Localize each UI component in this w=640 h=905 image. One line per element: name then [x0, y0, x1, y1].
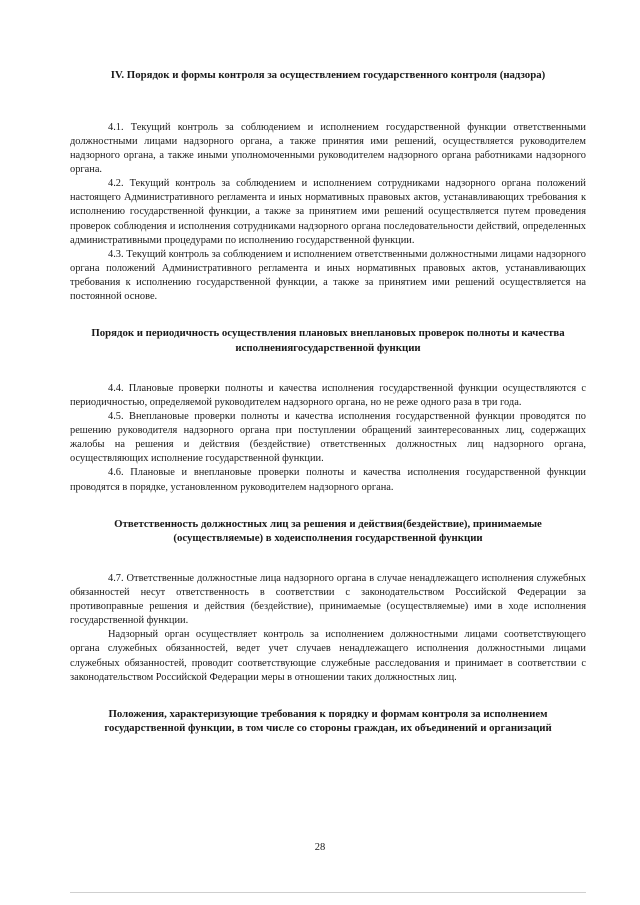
paragraph: 4.7. Ответственные должностные лица надзорного органа в случае ненадлежащего исполнения служебных обязанностей несут ответственность в соответствии с законодательством Российской Федерации за противоправные решения и действия (бездействие), принимаемые (осуществляемые) ими в ходе исполнения государственной функции. — [70, 572, 586, 627]
section-heading: Положения, характеризующие требования к порядку и формам контроля за исполнением государственной функции, в том числе со стороны граждан, их объединений и организаций — [104, 707, 552, 735]
page-number: 28 — [314, 842, 326, 853]
section-heading: Ответственность должностных лиц за решения и действия(бездействие), принимаемые (осуществляемые) в ходеисполнения государственной функции — [114, 517, 542, 545]
section-heading: IV. Порядок и формы контроля за осуществлением государственного контроля (надзора) — [110, 69, 546, 81]
paragraph: 4.4. Плановые проверки полноты и качества исполнения государственной функции осуществляются с периодичностью, определяемой руководителем надзорного органа, но не реже одного раза в три года. — [70, 382, 586, 408]
paragraph: Надзорный орган осуществляет контроль за исполнением должностными лицами соответствующего органа служебных обязанностей, ведет учет случаев ненадлежащего исполнения должностными лицами служебных обязанностей, проводит соответствующие служебные расследования и принимает в соответствии с законодательством Российской Федерации меры в отношении таких должностных лиц. — [70, 629, 586, 683]
paragraph: 4.3. Текущий контроль за соблюдением и исполнением ответственными должностными лицами надзорного органа положений Административного регламента и иных нормативных правовых актов, устанавливающих требования к исполнению государственной функции, а также за принятием ими решений осуществляется на постоянной основе. — [70, 248, 586, 303]
footer-divider — [70, 892, 586, 893]
paragraph: 4.5. Внеплановые проверки полноты и качества исполнения государственной функции проводятся по решению руководителя надзорного органа при поступлении обращений заинтересованных лиц, содержащих жалобы на решения и действия (бездействие) ответственных должностных лиц надзорного органа, осуществляющих исполнение государственной функции. — [70, 410, 586, 465]
section-heading: Порядок и периодичность осуществления плановых внеплановых проверок полноты и качества исполнениягосударственной функции — [91, 327, 565, 354]
paragraph: 4.2. Текущий контроль за соблюдением и исполнением сотрудниками надзорного органа положений настоящего Административного регламента и иных нормативных правовых актов, устанавливающих требования к исполнению государственной функции, а также за принятием ими решений осуществляется путем проведения проверок соблюдения и исполнения сотрудниками надзорного органа последовательности действий, определенных административными процедурами по исполнению государственной функции. — [70, 178, 586, 246]
section-control-forms — [70, 68, 586, 304]
paragraph: 4.1. Текущий контроль за соблюдением и исполнением государственной функции ответственными должностными лицами надзорного органа, а также принятия ими решений, осуществляется руководителем надзорного органа, а также иными уполномоченными руководителем надзорного органа работниками надзорного органа. — [70, 121, 586, 175]
section-requirements — [70, 707, 586, 736]
paragraph: 4.6. Плановые и внеплановые проверки полноты и качества исполнения государственной функции проводятся в порядке, установленном руководителем надзорного органа. — [70, 467, 586, 493]
section-responsibility — [70, 517, 586, 685]
section-inspections — [70, 326, 586, 494]
document-page — [70, 68, 586, 762]
